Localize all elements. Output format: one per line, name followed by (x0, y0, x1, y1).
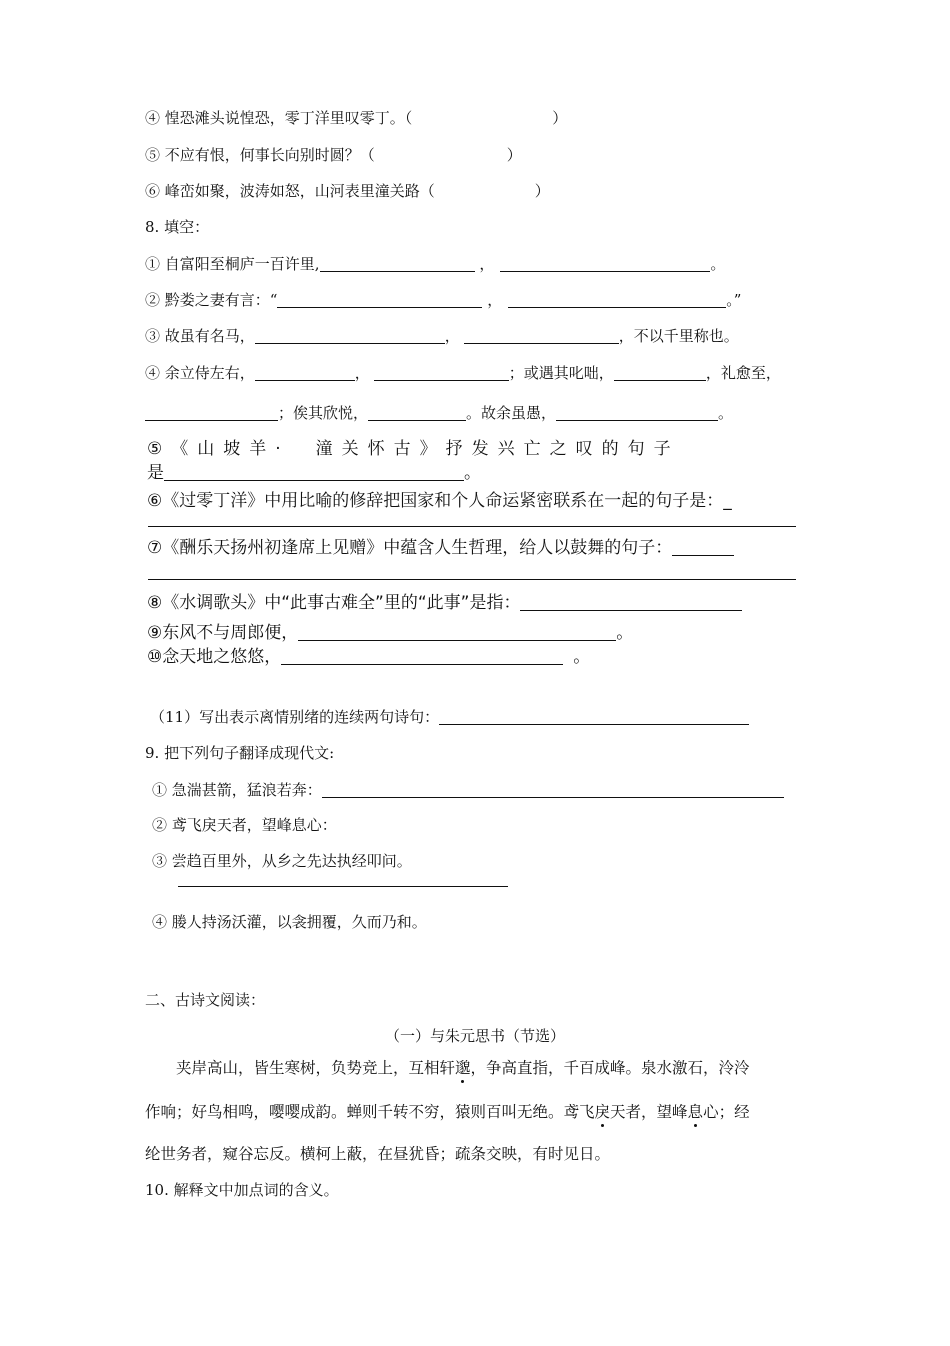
answer-blank[interactable] (320, 255, 475, 272)
answer-blank[interactable] (322, 781, 784, 798)
answer-blank[interactable] (374, 364, 509, 381)
q9-item-3: ③ 尝趋百里外，从乡之先达执经叩问。 (152, 852, 412, 870)
answer-line[interactable] (148, 526, 796, 527)
q7-item-6: ⑥ 峰峦如聚，波涛如怒，山河表里潼关路（ ） (145, 182, 550, 200)
answer-blank[interactable] (255, 327, 445, 344)
passage-paragraph-line-3: 纶世务者，窥谷忘反。横柯上蔽，在昼犹昏；疏条交映，有时见日。 (145, 1145, 611, 1163)
q9-item-4: ④ 媵人持汤沃灌，以衾拥覆，久而乃和。 (152, 913, 427, 931)
answer-blank[interactable] (281, 646, 563, 665)
q8-item-11: （11）写出表示离情别绪的连续两句诗句： (150, 707, 749, 727)
q8-item-1: ① 自富阳至桐庐一百许里, ， 。 (145, 255, 726, 273)
q8-item-4-cont: ；俟其欣悦， 。故余虽愚， 。 (145, 403, 733, 423)
answer-blank[interactable] (368, 404, 466, 421)
answer-blank[interactable] (614, 364, 706, 381)
answer-blank[interactable] (500, 255, 710, 272)
section-heading: 二、古诗文阅读： (145, 991, 266, 1009)
dotted-word: 邈 (455, 1059, 471, 1077)
q8-item-3: ③ 故虽有名马， ， ，不以千里称也。 (145, 327, 739, 345)
dotted-word: 戾 (594, 1103, 611, 1121)
answer-blank[interactable] (439, 708, 749, 725)
answer-blank[interactable] (672, 537, 734, 556)
answer-line[interactable] (148, 579, 796, 580)
q7-item-5: ⑤ 不应有恨，何事长向别时圆？（ ） (145, 146, 522, 164)
q8-item-10: ⑩念天地之悠悠， 。 (147, 647, 591, 667)
answer-blank[interactable] (298, 622, 616, 641)
answer-blank[interactable] (464, 327, 619, 344)
q8-item-7: ⑦《酬乐天扬州初逢席上见赠》中蕴含人生哲理，给人以鼓舞的句子： (147, 537, 734, 559)
answer-blank[interactable] (255, 364, 355, 381)
q10-title: 10. 解释文中加点词的含义。 (145, 1181, 339, 1199)
answer-blank[interactable] (277, 291, 482, 308)
answer-blank[interactable] (508, 291, 726, 308)
passage-paragraph-line-2: 作响；好鸟相鸣，嘤嘤成韵。蝉则千转不穷，猿则百叫无绝。鸢飞戾天者，望峰息心；经 (145, 1103, 750, 1121)
answer-blank[interactable] (556, 404, 718, 421)
answer-blank[interactable] (520, 592, 742, 611)
q7-item-4: ④ 惶恐滩头说惶恐，零丁洋里叹零丁。（ ） (145, 109, 568, 127)
q8-item-5-line2: 是 。 (147, 463, 481, 483)
q8-item-8: ⑧《水调歌头》中“此事古难全”里的“此事”是指： (147, 592, 742, 614)
passage-title: （一）与朱元思书（节选） (384, 1027, 565, 1045)
q8-item-5-line1: ⑤《山坡羊· 潼关怀古》抒发兴亡之叹的句子 (147, 439, 680, 459)
q8-title: 8. 填空： (145, 218, 210, 236)
q8-item-4: ④ 余立侍左右， ， ；或遇其叱咄， ，礼愈至， (145, 364, 781, 382)
dotted-word: 息 (687, 1103, 704, 1121)
q9-item-2: ② 鸢飞戾天者，望峰息心： (152, 816, 337, 834)
answer-line[interactable] (178, 886, 508, 887)
passage-paragraph-line-1: 夹岸高山，皆生寒树，负势竞上，互相轩邈，争高直指，千百成峰。泉水激石，泠泠 (176, 1059, 750, 1077)
q9-item-1: ① 急湍甚箭，猛浪若奔： (152, 780, 784, 800)
q9-title: 9. 把下列句子翻译成现代文: (145, 744, 335, 762)
answer-blank[interactable] (164, 462, 464, 481)
q8-item-9: ⑨东风不与周郎便， 。 (147, 623, 634, 643)
q8-item-2: ② 黔娄之妻有言：“ ， 。” (145, 291, 742, 309)
answer-blank[interactable] (145, 404, 278, 421)
q8-item-6: ⑥《过零丁洋》中用比喻的修辞把国家和个人命运紧密联系在一起的句子是：_ (147, 491, 732, 511)
